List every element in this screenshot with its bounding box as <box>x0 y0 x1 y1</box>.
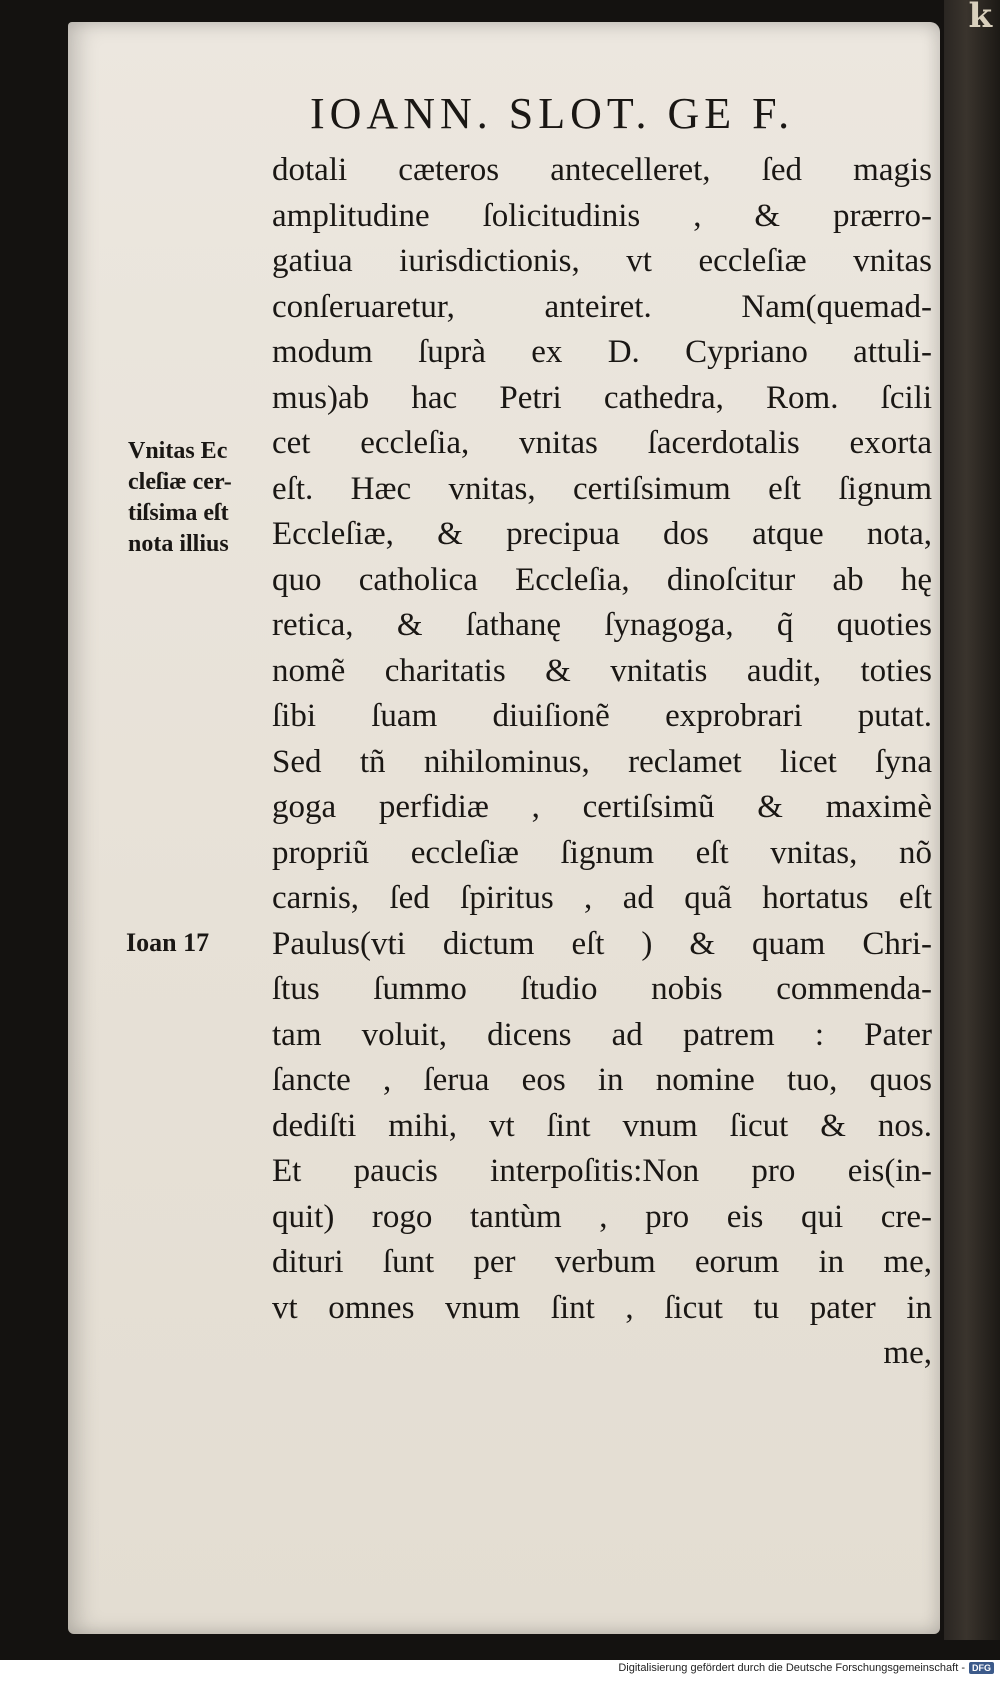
text-line: quo catholica Eccleſia, dinoſcitur ab hę <box>272 561 932 598</box>
footer <box>618 1662 994 1674</box>
text-line: gatiua iurisdictionis, vt eccleſiæ vnitas <box>272 243 932 279</box>
footer-credit: Digitalisierung gefördert durch die Deutsche Forschungsgemeinschaft - <box>618 1662 965 1674</box>
text-line: ſtus ſummo ſtudio nobis commenda- <box>272 971 932 1007</box>
text-line: tam voluit, dicens ad patrem : Pater <box>272 1016 932 1053</box>
running-head: IOANN. SLOT. GE F. <box>310 89 795 138</box>
dfg-logo: DFG <box>969 1662 994 1674</box>
text-line: dotali cæteros antecelleret, ſed magis <box>272 152 932 188</box>
margin-note <box>128 436 278 560</box>
margin-note-line: tiſsima eſt <box>128 500 229 526</box>
text-line: retica, & ſathanę ſynagoga, q̃ quoties <box>272 607 932 643</box>
text-line: vt omnes vnum ſint , ſicut tu pater in <box>272 1289 932 1326</box>
text-line: quit) rogo tantùm , pro eis qui cre- <box>272 1198 932 1235</box>
text-line: mus)ab hac Petri cathedra, Rom. ſcili <box>272 379 932 416</box>
text-line: carnis, ſed ſpiritus , ad quã hortatus eſt <box>272 880 932 916</box>
margin-note-line: Vnitas Ec <box>128 438 228 464</box>
text-line: Paulus(vti dictum eſt ) & quam Chri- <box>272 925 932 962</box>
text-line: nomẽ charitatis & vnitatis audit, toties <box>272 652 932 689</box>
next-page-glyph: k <box>968 0 992 36</box>
text-line: propriũ eccleſiæ ſignum eſt vnitas, nõ <box>272 834 932 871</box>
text-line: Et paucis interpoſitis:Non pro eis(in- <box>272 1153 932 1189</box>
margin-reference: Ioan 17 <box>126 928 210 957</box>
margin-note-line: cleſiæ cer- <box>128 469 232 495</box>
margin-note-line: nota illius <box>128 531 229 557</box>
text-line: goga perfidiæ , certiſsimũ & maximè <box>272 789 932 825</box>
text-line: dediſti mihi, vt ſint vnum ſicut & nos. <box>272 1107 932 1144</box>
text-line: conſeruaretur, anteiret. Nam(quemad- <box>272 288 932 325</box>
text-line: eſt. Hæc vnitas, certiſsimum eſt ſignum <box>272 470 932 507</box>
text-line: ſancte , ſerua eos in nomine tuo, quos <box>272 1062 932 1098</box>
next-page-edge <box>944 0 1000 1640</box>
text-line: ſibi ſuam diuiſionẽ exprobrari putat. <box>272 698 932 734</box>
body-text <box>272 148 932 1377</box>
text-line: amplitudine ſolicitudinis , & prærro- <box>272 197 932 234</box>
text-line: Eccleſiæ, & precipua dos atque nota, <box>272 516 932 552</box>
text-line: Sed tñ nihilominus, reclamet licet ſyna <box>272 743 932 780</box>
catchword: me, <box>883 1335 932 1371</box>
text-line: cet eccleſia, vnitas ſacerdotalis exorta <box>272 425 932 461</box>
text-line: modum ſuprà ex D. Cypriano attuli- <box>272 334 932 370</box>
text-line: dituri ſunt per verbum eorum in me, <box>272 1244 932 1280</box>
